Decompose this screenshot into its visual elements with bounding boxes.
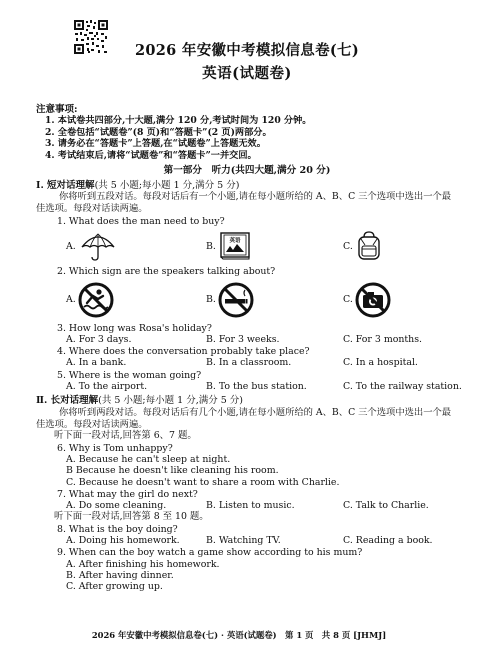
notes-heading: 注意事项: [36,104,78,115]
question-6: 6. Why is Tom unhappy? [57,442,173,454]
picture-option-c [343,282,391,318]
no-photography-sign-icon [355,282,391,318]
option-a: A. To the airport. [66,381,148,393]
option-b: B. To the bus station. [206,381,307,393]
option-b: B. Watching TV. [206,535,281,547]
exam-title: 2026 年安徽中考模拟信息卷(七) [134,42,360,59]
no-swimming-sign-icon [78,282,114,318]
question-9-option-a: A. After finishing his homework. [66,558,220,570]
umbrella-icon [78,231,118,261]
question-2: 2. Which sign are the speakers talking about? [57,266,276,278]
option-label: B. [206,240,216,252]
section-title [36,395,458,406]
option-b: B. In a classroom. [206,357,292,369]
question-4: 4. Where does the conversation probably take place? [57,346,310,358]
option-c: C. In a hospital. [343,357,418,369]
option-a: A. For 3 days. [66,333,132,345]
question-4-options [36,357,458,368]
question-7: 7. What may the girl do next? [57,488,198,500]
question-5: 5. Where is the woman going? [57,369,202,381]
option-label: A. [66,240,76,252]
picture-option-b [206,231,343,261]
question-6-option-c: C. Because he doesn't want to share a room with Charlie. [66,476,340,488]
question-7-options [36,500,458,511]
backpack-icon [355,231,383,261]
dialogue-intro: 听下面一段对话,回答第 8 至 10 题。 [54,511,209,523]
option-c: C. To the railway station. [343,381,462,393]
option-a: A. Doing his homework. [66,535,180,547]
notes-item: 3. 请务必在“答题卡”上答题,在“试题卷”上答题无效。 [45,138,266,150]
section-instruction: 你将听到五段对话。每段对话后有一个小题,请在每小题所给的 A、B、C 三个选项中选出一个最佳选项。每段对话读两遍。 [36,191,452,215]
option-label: C. [343,240,353,252]
dialogue-intro: 听下面一段对话,回答第 6、7 题。 [54,430,197,442]
notes-block [36,104,458,161]
option-c: C. Reading a book. [343,535,433,547]
notes-item: 4. 考试结束后,请将“试题卷”和“答题卡”一并交回。 [45,149,257,161]
option-label: C. [343,293,353,305]
part-title: 第一部分 听力(共四大题,满分 20 分) [163,165,331,177]
question-9: 9. When can the boy watch a game show according to his mum? [57,547,363,559]
question-9-option-c: C. After growing up. [66,581,163,593]
option-label: A. [66,293,76,305]
picture-option-a [66,231,206,261]
option-b: B. Listen to music. [206,500,295,512]
picture-option-c [343,231,383,261]
picture-option-a [66,282,206,318]
question-8: 8. What is the boy doing? [57,523,178,535]
exam-subtitle: 英语(试题卷) [202,65,292,82]
section-title-text: Ⅱ. 长对话理解 [36,395,99,407]
section-title [36,180,458,191]
question-9-option-b: B. After having dinner. [66,569,174,581]
notes-item: 1. 本试卷共四部分,十大题,满分 120 分,考试时间为 120 分钟。 [45,115,312,127]
section-instruction: 你将听到两段对话。每段对话后有几个小题,请在每小题所给的 A、B、C 三个选项中选出一个最佳选项。每段对话读两遍。 [36,406,452,430]
section-score: (共 5 小题;每小题 1 分,满分 5 分) [94,179,240,191]
option-a: A. Do some cleaning. [66,500,167,512]
option-c: C. Talk to Charlie. [343,500,429,512]
book-icon [218,231,252,261]
question-5-options [36,381,462,393]
picture-option-b [206,282,343,318]
question-1-pictures [36,227,458,265]
question-1: 1. What does the man need to buy? [57,216,225,228]
option-a: A. In a bank. [66,357,127,369]
option-c: C. For 3 months. [343,333,423,345]
question-6-option-a: A. Because he can't sleep at night. [66,454,231,466]
question-2-pictures [36,278,458,322]
section-title-text: Ⅰ. 短对话理解 [36,179,95,191]
question-3-options [36,334,458,345]
no-smoking-sign-icon [218,282,254,318]
option-label: B. [206,293,216,305]
section-score: (共 5 小题;每小题 1 分,满分 5 分) [98,395,244,407]
notes-item: 2. 全卷包括“试题卷”(8 页)和“答题卡”(2 页)两部分。 [45,126,272,138]
book-cover-text: 英语 [229,238,241,245]
question-3: 3. How long was Rosa's holiday? [57,322,212,334]
option-b: B. For 3 weeks. [206,333,280,345]
question-8-options [36,535,458,546]
question-6-option-b: B Because he doesn't like cleaning his room. [66,465,279,477]
exam-header [36,8,458,82]
page-footer: 2026 年安徽中考模拟信息卷(七) · 英语(试题卷) 第 1 页 共 8 页 [JHMJ] [91,630,387,640]
